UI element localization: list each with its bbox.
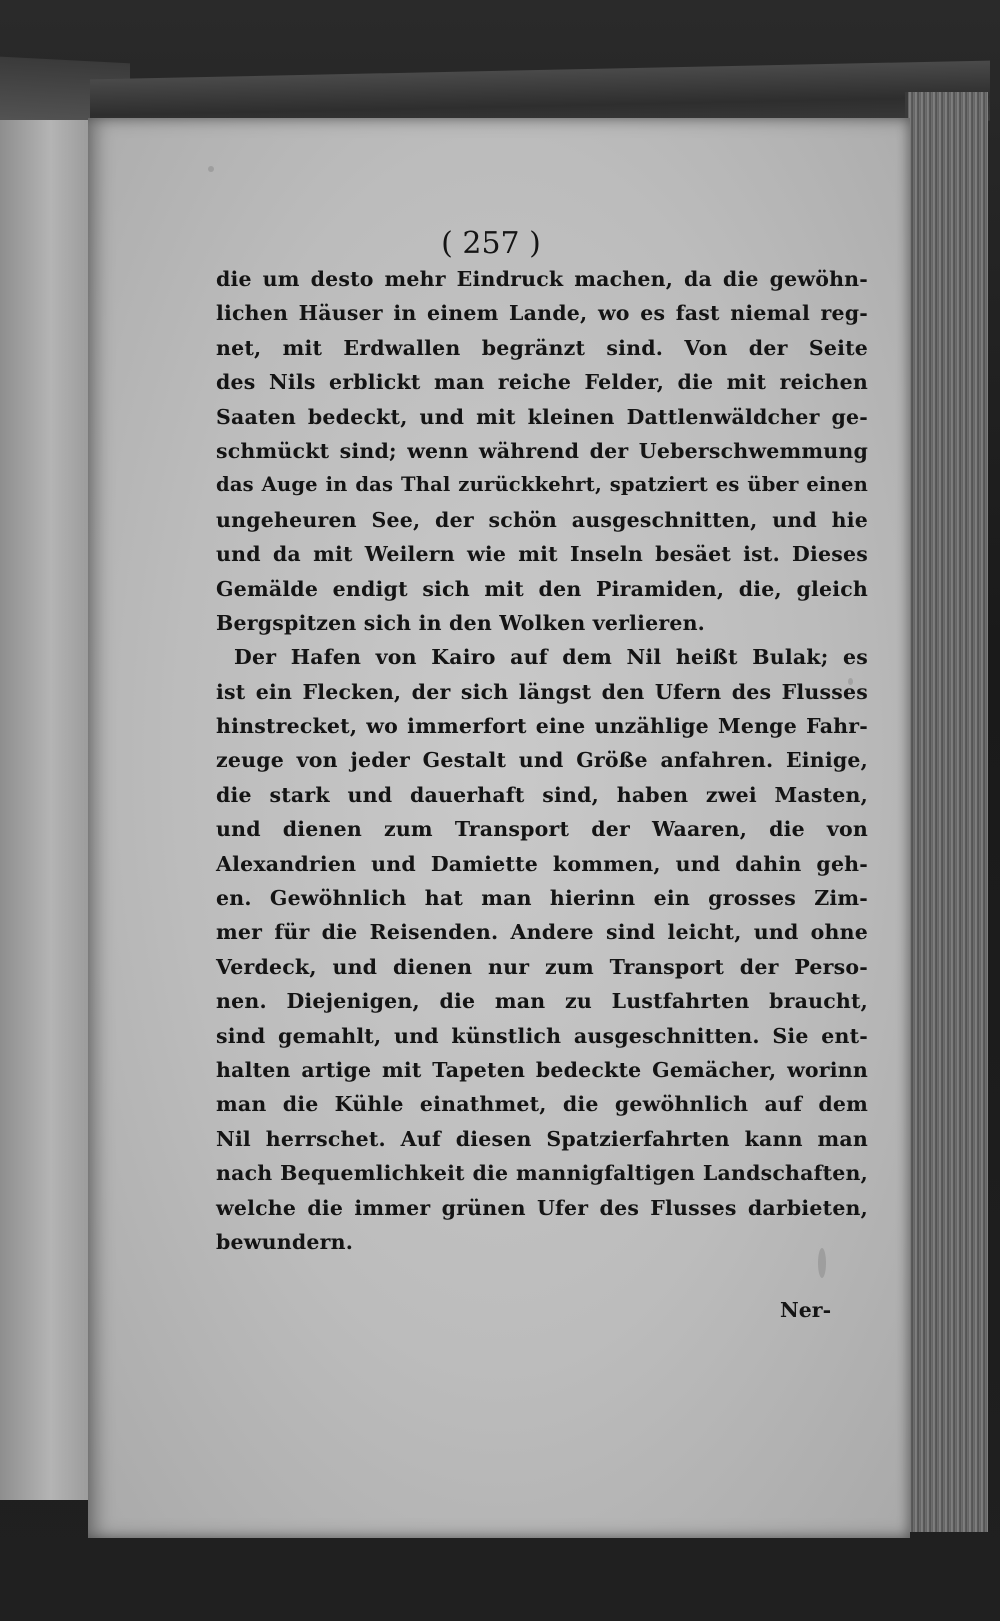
page-edges-stack [905, 92, 988, 1532]
text-line: die stark und dauerhaft sind, haben zwei Masten, [216, 782, 868, 807]
text-line: welche die immer grünen Ufer des Flusses darbieten, [216, 1195, 868, 1220]
text-line: mer für die Reisenden. Andere sind leicht, und ohne [216, 920, 868, 945]
text-line: net, mit Erdwallen begränzt sind. Von der Seite [216, 335, 868, 360]
text-line: en. Gewöhnlich hat man hierinn ein grosses Zim- [216, 886, 868, 911]
text-line: Verdeck, und dienen nur zum Transport der Perso- [216, 954, 868, 979]
page-speck [208, 166, 214, 172]
text-line: nen. Diejenigen, die man zu Lustfahrten braucht, [216, 989, 868, 1014]
body-text [216, 262, 868, 1259]
text-line: die um desto mehr Eindruck machen, da die gewöhn- [216, 267, 868, 291]
paragraph-1 [216, 262, 868, 640]
text-line: Der Hafen von Kairo auf dem Nil heißt Bulak; es [234, 645, 868, 670]
text-line: bewundern. [216, 1229, 354, 1254]
left-page-edge [0, 120, 94, 1500]
page-number: ( 257 ) [441, 226, 541, 261]
text-line: Nil herrschet. Auf diesen Spatzierfahrten kann man [216, 1126, 868, 1151]
text-line: zeuge von jeder Gestalt und Größe anfahren. Einige, [216, 748, 868, 773]
catchword: Ner- [780, 1298, 832, 1322]
book-page [88, 118, 910, 1538]
text-line: man die Kühle einathmet, die gewöhnlich auf dem [216, 1092, 868, 1117]
text-line: schmückt sind; wenn während der Ueberschwemmung [216, 438, 868, 463]
paragraph-2 [216, 640, 868, 1259]
text-line: und da mit Weilern wie mit Inseln besäet ist. Dieses [216, 542, 868, 567]
text-line: lichen Häuser in einem Lande, wo es fast niemal reg- [216, 301, 868, 326]
text-line: nach Bequemlichkeit die mannigfaltigen Landschaften, [216, 1161, 868, 1186]
text-line: ist ein Flecken, der sich längst den Ufern des Flusses [216, 679, 868, 704]
text-line: hinstrecket, wo immerfort eine unzählige Menge Fahr- [216, 714, 868, 739]
text-line: sind gemahlt, und künstlich ausgeschnitten. Sie ent- [216, 1023, 868, 1048]
text-line: halten artige mit Tapeten bedeckte Gemächer, worinn [216, 1057, 868, 1082]
text-line: Saaten bedeckt, und mit kleinen Dattlenwäldcher ge- [216, 404, 868, 429]
text-line: ungeheuren See, der schön ausgeschnitten, und hie [216, 507, 868, 532]
text-line: und dienen zum Transport der Waaren, die von [216, 817, 868, 842]
text-line: Bergspitzen sich in den Wolken verlieren. [216, 610, 706, 635]
text-line: Gemälde endigt sich mit den Piramiden, die, gleich [216, 576, 868, 601]
text-line: des Nils erblickt man reiche Felder, die mit reichen [216, 370, 868, 395]
text-line: Alexandrien und Damiette kommen, und dahin geh- [216, 851, 868, 876]
text-line: das Auge in das Thal zurückkehrt, spatziert es über einen [216, 473, 868, 497]
